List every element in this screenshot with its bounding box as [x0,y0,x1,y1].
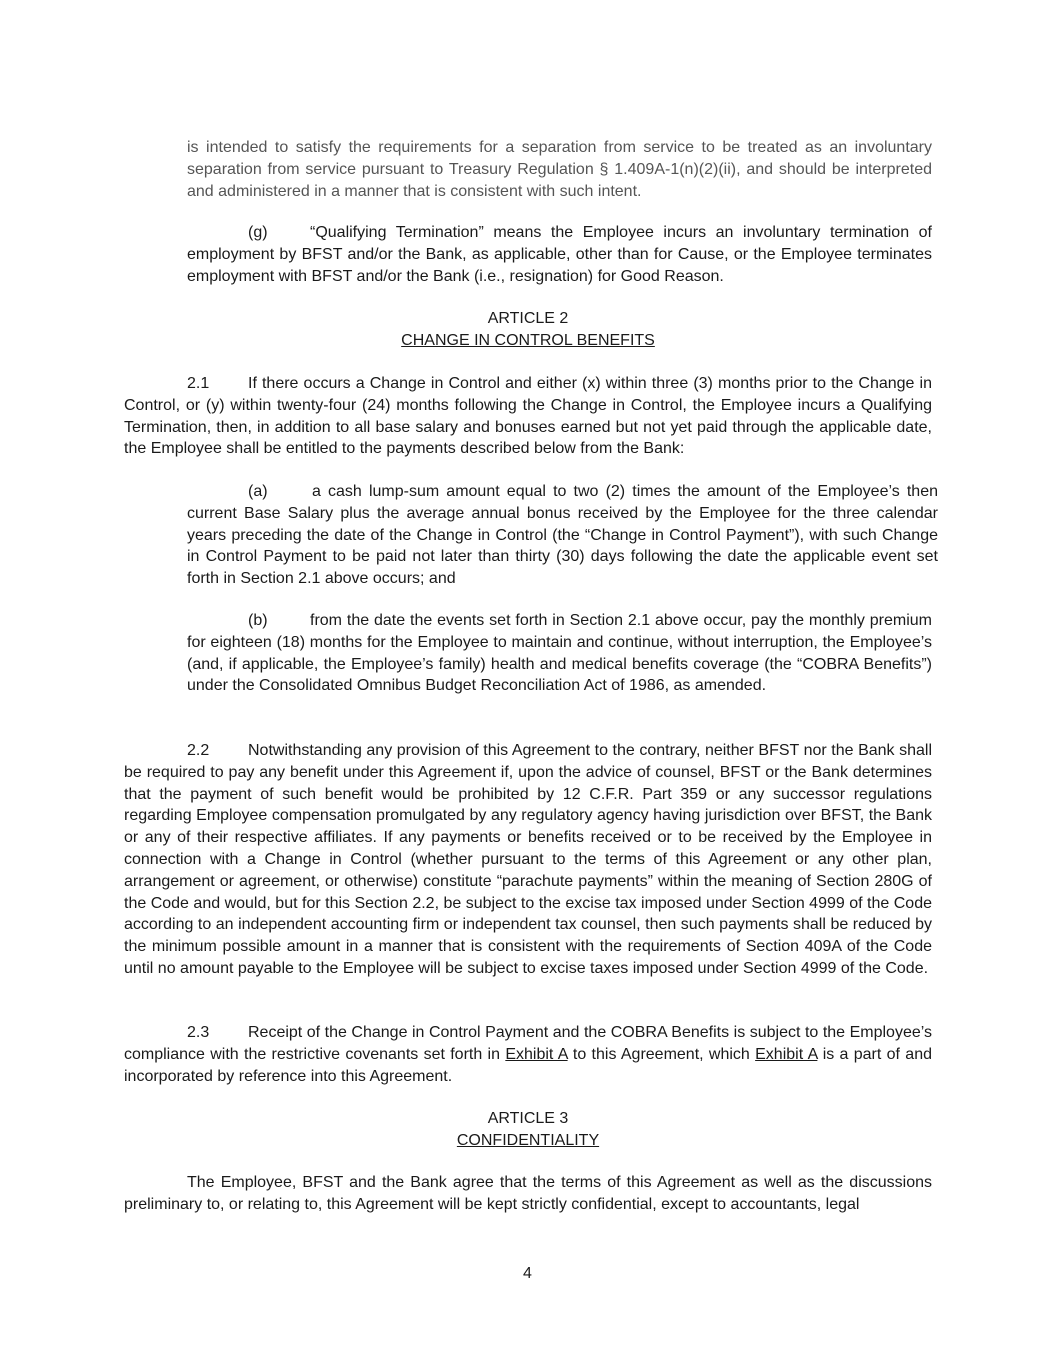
paragraph-g-text: “Qualifying Termination” means the Employee incurs an involuntary termination of employment by BFST and/or the Bank, as applicable, other than for Cause, or the Employee terminates employment with BFST and/or the Bank (i.e., resignation) for Good Reason. [187,224,932,285]
section-2-2-label: 2.2 [187,742,210,759]
exhibit-a-link-2: Exhibit A [755,1045,818,1063]
article-3-title-text: CONFIDENTIALITY [456,1132,600,1149]
section-2-1-a-label: (a) [248,483,268,500]
section-2-3 [124,1022,932,1087]
section-2-3-text-2: to this Agreement, which [572,1045,750,1063]
article-2-heading: ARTICLE 2 [487,310,569,327]
section-3-text: The Employee, BFST and the Bank agree that the terms of this Agreement as well as the discussions preliminary to, or relating to, this Agreement will be kept strictly confidential, except to accountants, legal [124,1174,932,1213]
section-2-1 [124,373,932,460]
article-3-heading: ARTICLE 3 [487,1110,569,1127]
exhibit-a-link-1: Exhibit A [505,1045,568,1063]
paragraph-f-continuation: is intended to satisfy the requirements for a separation from service to be treated as an involuntary separation from service pursuant to Treasury Regulation § 1.409A-1(n)(2)(ii), and should be interpreted and administered in a manner that is consistent with such intent. [187,139,932,200]
article-3-title [124,1130,932,1152]
section-2-3-text-1: Receipt of the Change in Control Payment and the COBRA Benefits is subject to the Employee’s compliance with the restrictive covenants set forth in [124,1024,932,1063]
page-number: 4 [523,1265,532,1282]
section-2-1-text: If there occurs a Change in Control and either (x) within three (3) months prior to the Change in Control, or (y) within twenty-four (24) months following the Change in Control, the Employee incurs a Qualifying Termination, then, in addition to all base salary and bonuses earned but not yet paid through the applicable date, the Employee shall be entitled to the payments described below from the Bank: [124,375,932,458]
section-2-2 [124,740,932,980]
section-3-confidentiality [124,1172,932,1216]
paragraph-g [187,222,932,287]
section-2-2-text: Notwithstanding any provision of this Agreement to the contrary, neither BFST nor the Bank shall be required to pay any benefit under this Agreement if, upon the advice of counsel, BFST or the Bank determines that the payment of such benefit would be prohibited by 12 C.F.R. Part 359 or any successor regulations regarding Employee compensation promulgated by any regulatory agency having jurisdiction over BFST, the Bank or any of their respective affiliates. If any payments or benefits received or to be received by the Employee in connection with a Change in Control (whether pursuant to the terms of this Agreement or any other plan, arrangement or agreement, or otherwise) constitute “parachute payments” within the meaning of Section 280G of the Code and would, but for this Section 2.2, be subject to the excise tax imposed under Section 4999 of the Code according to an independent accounting firm or independent tax counsel, then such payments shall be reduced by the minimum possible amount in a manner that is consistent with the requirements of Section 409A of the Code until no amount payable to the Employee will be subject to excise taxes imposed under Section 4999 of the Code. [124,742,932,977]
section-2-1-label: 2.1 [187,375,210,392]
section-2-1-b-text: from the date the events set forth in Section 2.1 above occur, pay the monthly premium for eighteen (18) months for the Employee to maintain and continue, without interruption, the Employee’s (and, if applicable, the Employee’s family) health and medical benefits coverage (the “COBRA Benefits”) under the Consolidated Omnibus Budget Reconciliation Act of 1986, as amended. [187,612,932,695]
section-2-1-b [187,610,932,697]
paragraph-g-label: (g) [248,224,268,241]
section-2-1-a-text: a cash lump-sum amount equal to two (2) times the amount of the Employee’s then current Base Salary plus the average annual bonus received by the Employee for the three calendar years preceding the date of the Change in Control (the “Change in Control Payment”), with such Change in Control Payment to be paid not later than thirty (30) days following the date the applicable event set forth in Section 2.1 above occurs; and [187,483,938,588]
article-2-title-text: CHANGE IN CONTROL BENEFITS [401,332,655,349]
section-2-1-b-label: (b) [248,612,268,629]
section-2-3-text-3: is a part of and incorporated by reference into this Agreement. [124,1045,932,1085]
section-2-1-a [187,481,938,590]
article-2-title [124,330,932,352]
section-2-3-label: 2.3 [187,1024,210,1041]
